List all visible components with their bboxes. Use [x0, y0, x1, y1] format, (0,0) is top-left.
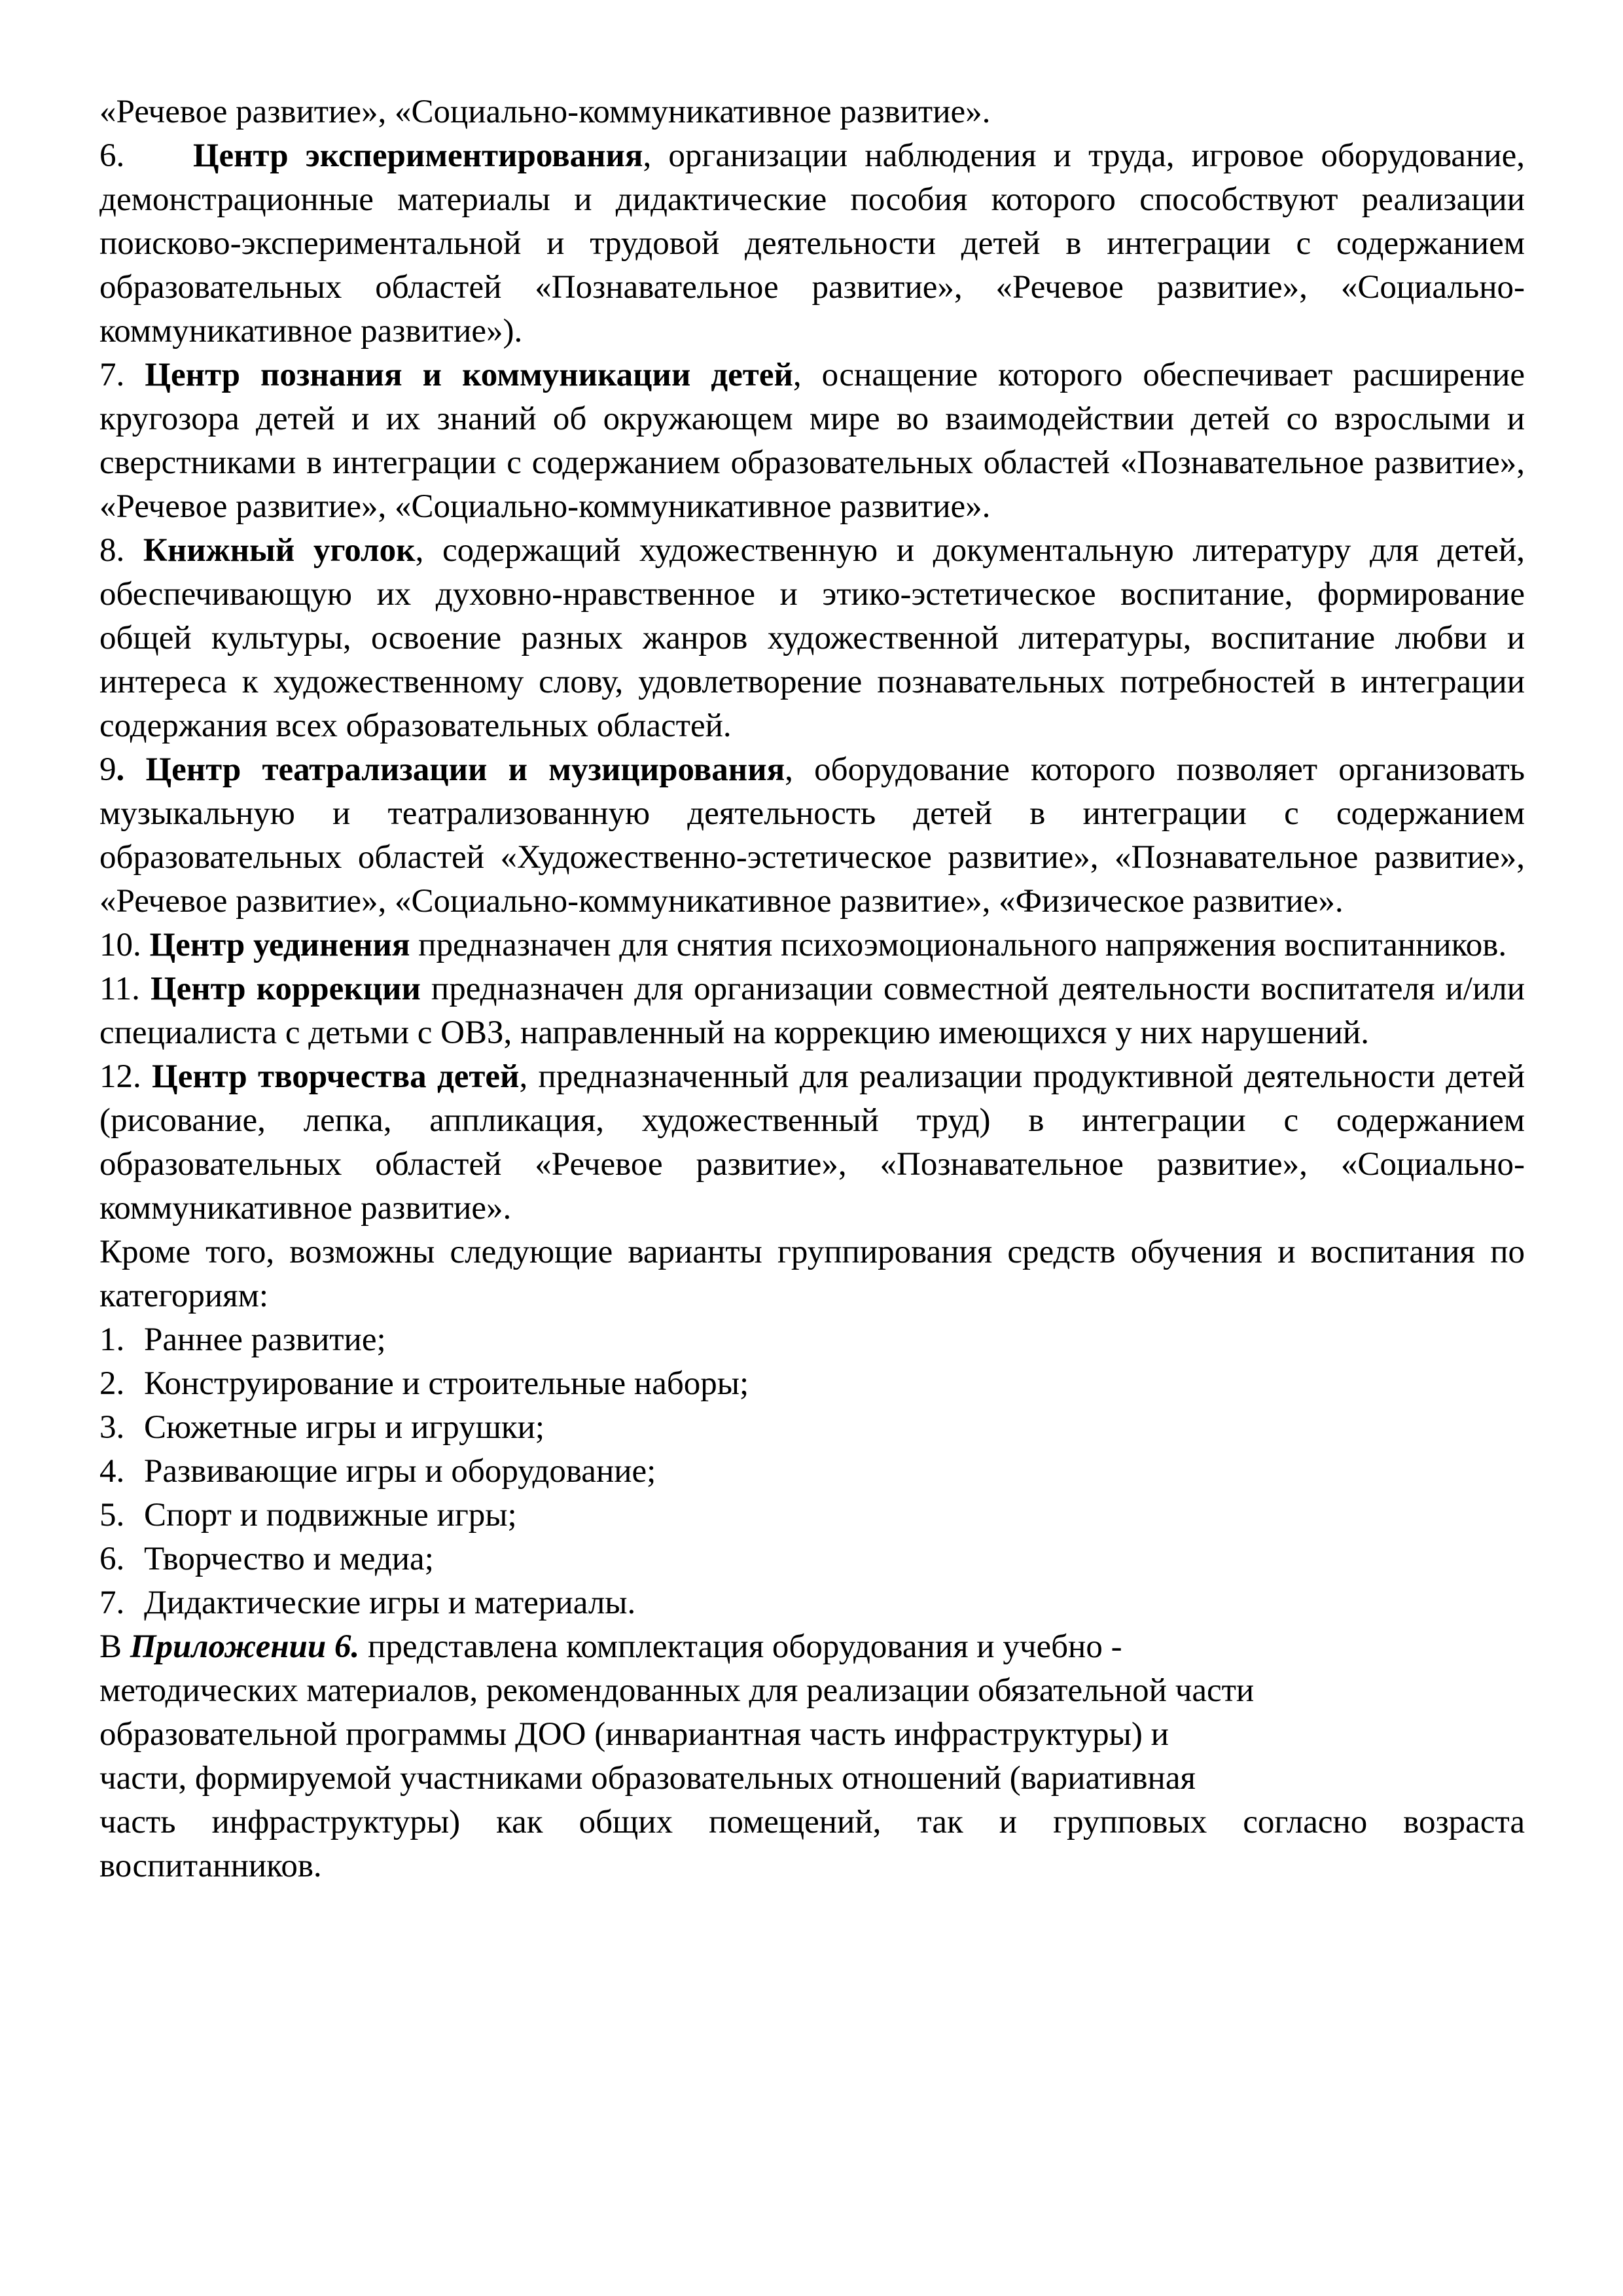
appendix-line: части, формируемой участниками образовательных отношений (вариативная [99, 1760, 1196, 1797]
categories-list [99, 1318, 1525, 1625]
center-paragraph-8 [99, 529, 1525, 748]
list-item-number: 7. [99, 1585, 125, 1621]
list-item [99, 1450, 1525, 1494]
list-item-number: 4. [99, 1453, 125, 1490]
list-item [99, 1362, 1525, 1406]
list-item-text: Спорт и подвижные игры; [144, 1497, 517, 1534]
appendix-prefix: В [99, 1628, 130, 1665]
center-title: Центр познания и коммуникации детей [145, 357, 793, 393]
center-text: , оснащение которого обеспечивает расширение кругозора детей и их знаний об окружающем мире во взаимодействии детей со взрослыми и сверстниками в интеграции с содержанием образовательных областей «Познавательное развитие», «Речевое развитие», «Социально-коммуникативное развитие». [99, 357, 1525, 525]
list-item-text: Творчество и медиа; [144, 1541, 434, 1577]
center-text: предназначен для снятия психоэмоционального напряжения воспитанников. [410, 927, 1507, 963]
list-item-number: 2. [99, 1365, 125, 1402]
list-item [99, 1537, 1525, 1581]
center-text: , содержащий художественную и документальную литературу для детей, обеспечивающую их духовно-нравственное и этико-эстетическое воспитание, формирование общей культуры, освоение разных жанров художественной литературы, воспитание любви и интереса к художественному слову, удовлетворение познавательных потребностей в интеграции содержания всех образовательных областей. [99, 532, 1525, 744]
center-text: , оборудование которого позволяет организовать музыкальную и театрализованную деятельность детей в интеграции с содержанием образовательных областей «Художественно-эстетическое развитие», «Познавательное развитие», «Речевое развитие», «Социально-коммуникативное развитие», «Физическое развитие». [99, 751, 1525, 920]
center-paragraph-7 [99, 353, 1525, 529]
appendix-line: образовательной программы ДОО (инвариантная часть инфраструктуры) и [99, 1716, 1169, 1753]
document-page [99, 90, 1525, 1888]
list-item-number: 3. [99, 1409, 125, 1446]
appendix-paragraph [99, 1625, 1525, 1888]
list-item-text: Конструирование и строительные наборы; [144, 1365, 749, 1402]
center-number: 7. [99, 357, 125, 393]
list-item-text: Раннее развитие; [144, 1321, 386, 1358]
center-paragraph-10 [99, 924, 1525, 967]
center-title: Книжный уголок [143, 532, 416, 569]
center-paragraph-11 [99, 967, 1525, 1055]
appendix-line: методических материалов, рекомендованных для реализации обязательной части [99, 1672, 1255, 1709]
center-text: , организации наблюдения и труда, игровое оборудование, демонстрационные материалы и дидактические пособия которого способствуют реализации поисково-экспериментальной и трудовой деятельности детей в интеграции с содержанием образовательных областей «Познавательное развитие», «Речевое развитие», «Социально-коммуникативное развитие»). [99, 137, 1525, 350]
list-item [99, 1494, 1525, 1537]
center-number: 6. [99, 137, 125, 174]
center-number: 8. [99, 532, 125, 569]
center-paragraph-9 [99, 748, 1525, 924]
list-item [99, 1581, 1525, 1625]
center-number: 11. [99, 971, 140, 1007]
center-paragraph-12 [99, 1055, 1525, 1230]
appendix-line-text: представлена комплектация оборудования и учебно - [359, 1628, 1122, 1665]
list-item-text: Развивающие игры и оборудование; [144, 1453, 656, 1490]
list-item [99, 1406, 1525, 1450]
center-text: , предназначенный для реализации продуктивной деятельности детей (рисование, лепка, аппликация, художественный труд) в интеграции с содержанием образовательных областей «Речевое развитие», «Познавательное развитие», «Социально-коммуникативное развитие». [99, 1058, 1525, 1227]
list-item-number: 6. [99, 1541, 125, 1577]
list-item-text: Дидактические игры и материалы. [144, 1585, 636, 1621]
appendix-line: часть инфраструктуры) как общих помещений, так и групповых согласно возраста [99, 1804, 1525, 1840]
center-paragraph-6 [99, 134, 1525, 353]
appendix-line: воспитанников. [99, 1848, 322, 1884]
center-title: . Центр театрализации и музицирования [116, 751, 785, 788]
center-number: 9 [99, 751, 116, 788]
grouping-intro: Кроме того, возможны следующие варианты группирования средств обучения и воспитания по категориям: [99, 1234, 1525, 1314]
center-number: 12. [99, 1058, 141, 1095]
center-title: Центр экспериментирования [192, 137, 643, 174]
center-title: Центр творчества детей [152, 1058, 520, 1095]
list-item-text: Сюжетные игры и игрушки; [144, 1409, 545, 1446]
appendix-reference: Приложении 6. [130, 1628, 360, 1665]
center-title: Центр коррекции [150, 971, 421, 1007]
list-item-number: 5. [99, 1497, 125, 1534]
center-number: 10. [99, 927, 141, 963]
center-title: Центр уединения [149, 927, 410, 963]
lead-line: «Речевое развитие», «Социально-коммуникативное развитие». [99, 94, 991, 130]
list-item [99, 1318, 1525, 1362]
list-item-number: 1. [99, 1321, 125, 1358]
appendix-line [99, 1625, 1525, 1669]
center-text: предназначен для организации совместной деятельности воспитателя и/или специалиста с детьми с ОВЗ, направленный на коррекцию имеющихся у них нарушений. [99, 971, 1525, 1051]
